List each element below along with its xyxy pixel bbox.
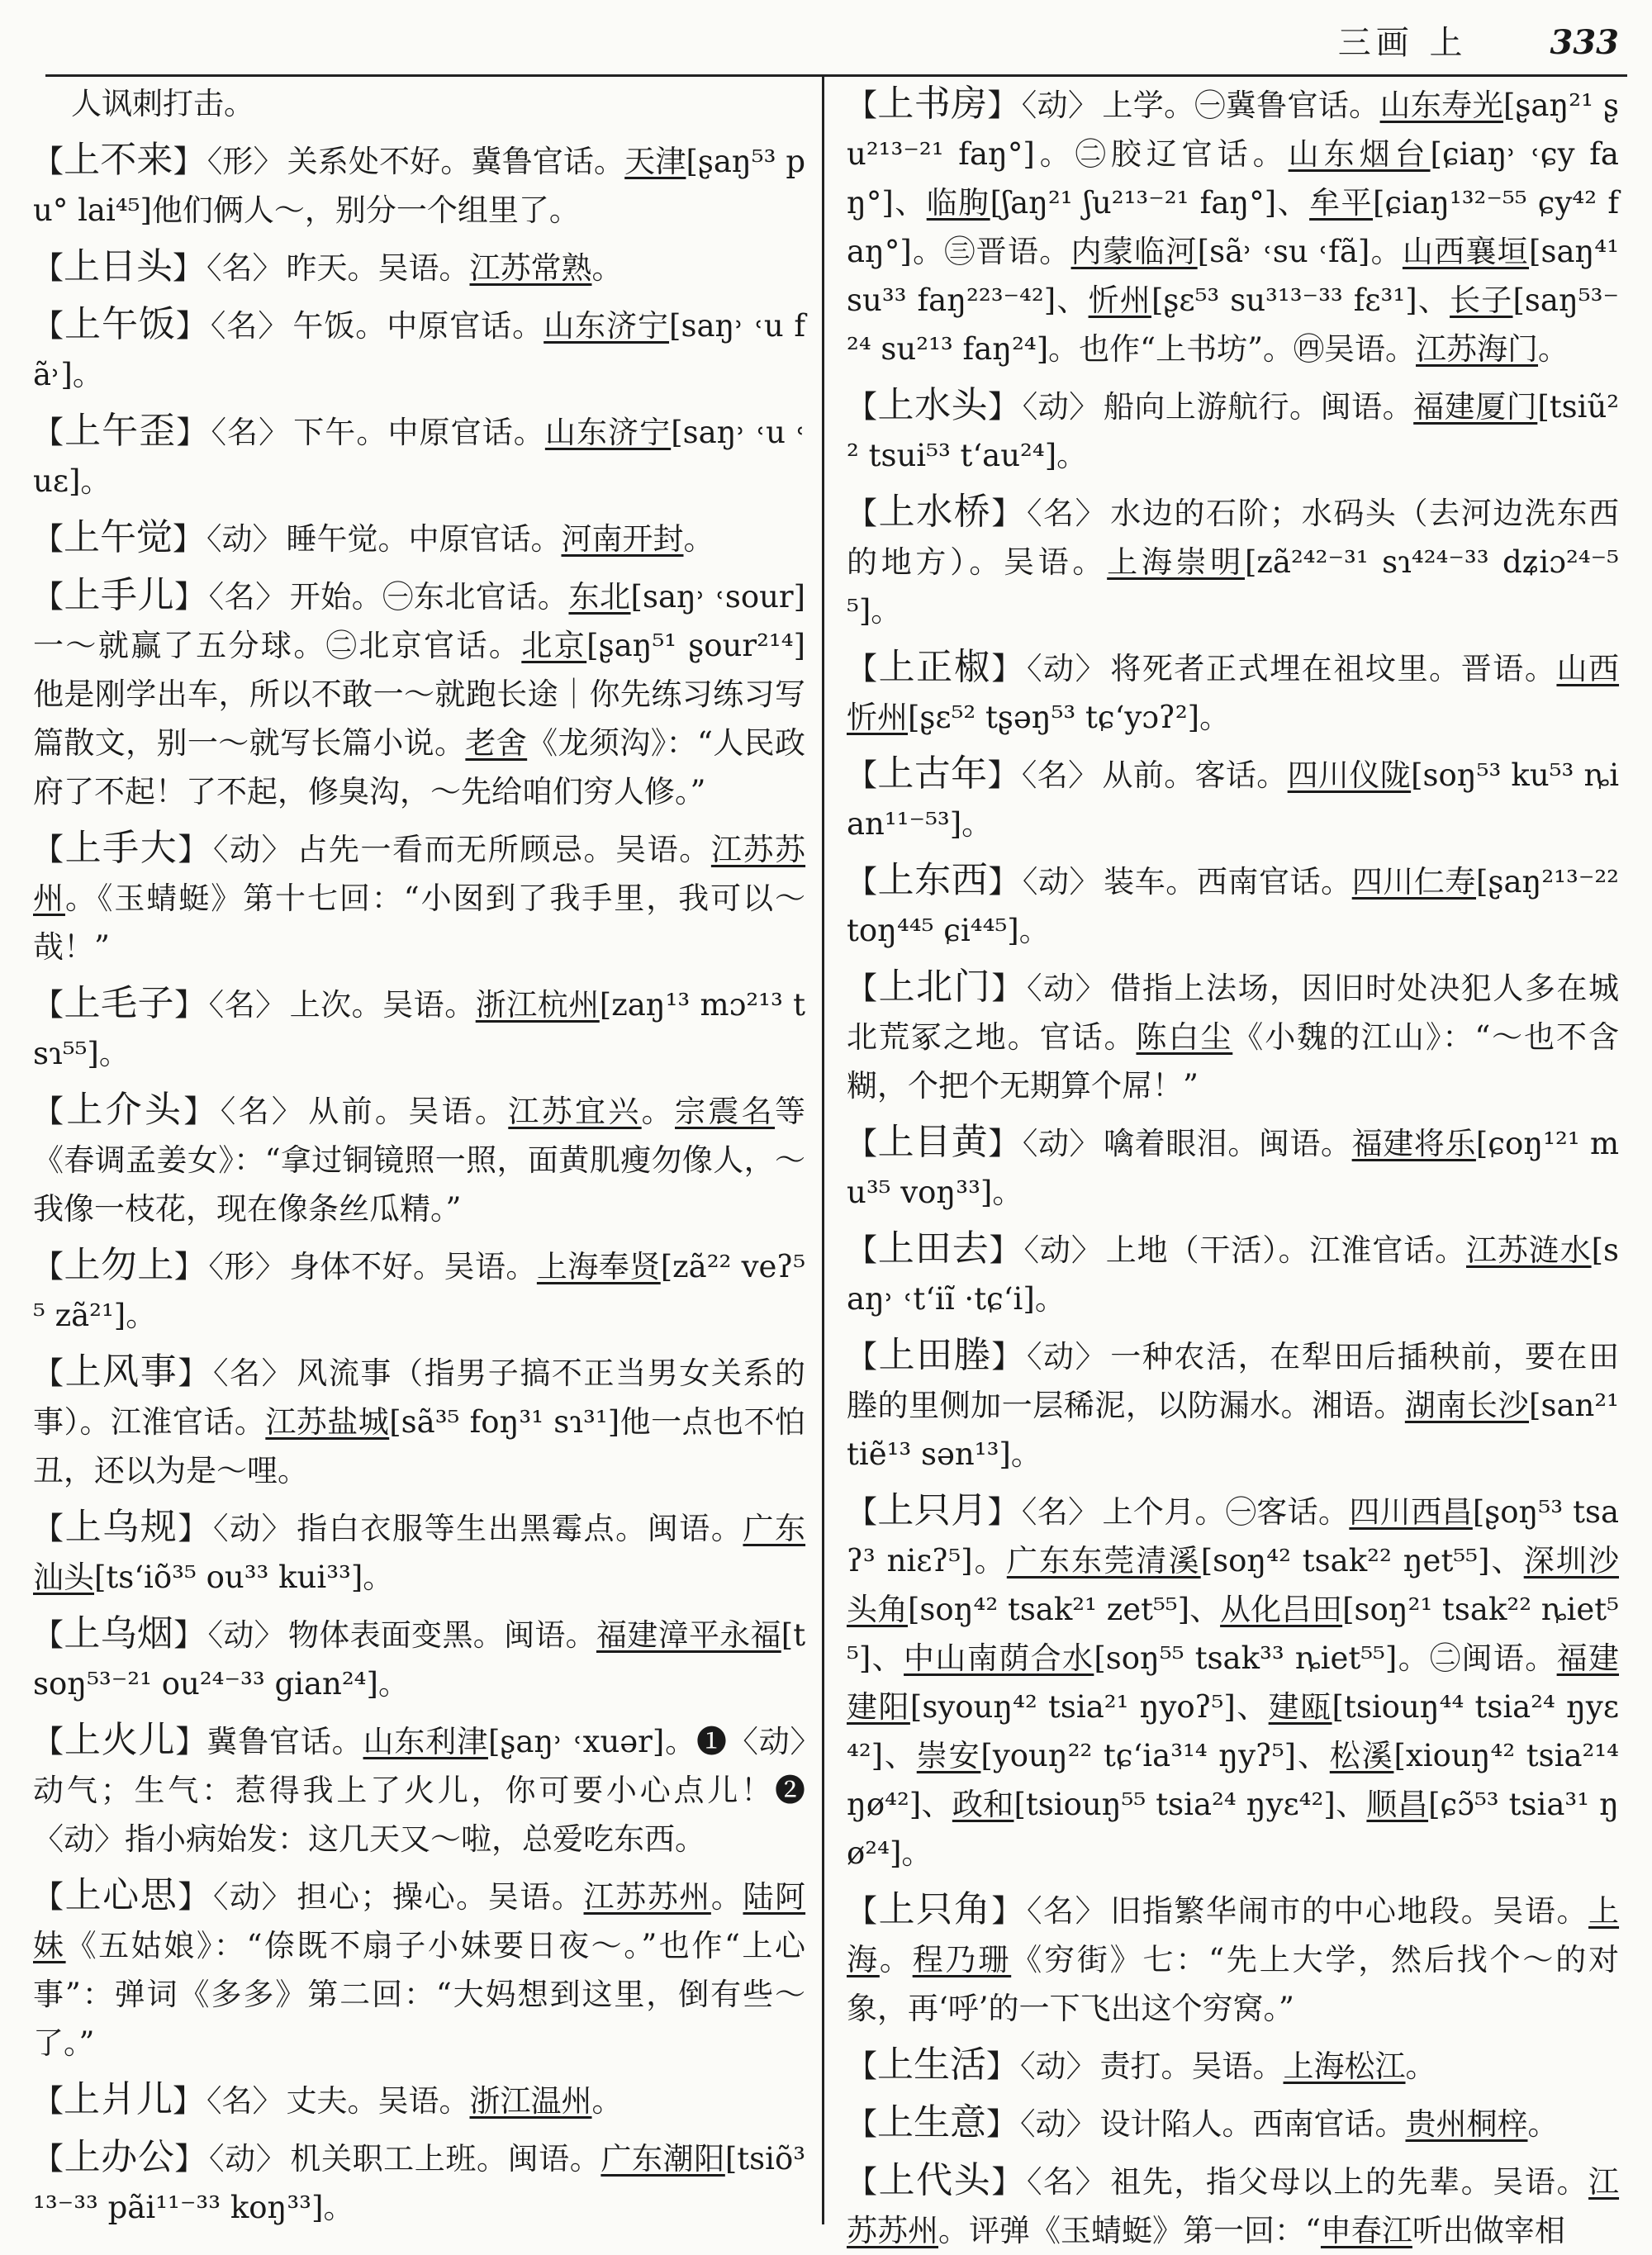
part-of-speech-label: 名 [224, 987, 256, 1023]
definition-text: 开始。㊀东北官话。 [289, 579, 569, 615]
dictionary-entry: 【上田去】 〈动〉 上地（干活）。江淮官话。江苏涟水[saŋ˒ ˓tʻiĩ ·tɕʻi]。 [847, 1227, 1620, 1317]
part-of-speech-label: 名 [1037, 1494, 1069, 1530]
entry-headword: 上田塍 [878, 1334, 992, 1376]
underlined-place-or-author: 从化吕田 [1220, 1592, 1343, 1627]
dictionary-entry: 【上日头】 〈名〉 昨天。吴语。江苏常熟。 [33, 245, 623, 287]
underlined-place-or-author: 上海崇明 [1107, 544, 1245, 580]
definition-text: [zaŋ¹³ mɔ²¹³ tsɿ⁵⁵]。 [33, 987, 805, 1071]
part-of-speech-label: 名 [224, 579, 256, 615]
entry-headword: 上风事 [64, 1351, 178, 1393]
part-of-speech-label: 动 [1043, 971, 1075, 1006]
dictionary-entry: 【上午歪】 〈名〉 下午。中原官话。山东济宁[saŋ˒ ˓u ˓uɛ]。 [33, 410, 806, 499]
entry-headword: 上生意 [877, 2101, 986, 2143]
underlined-place-or-author: 福建厦门 [1413, 389, 1538, 425]
underlined-place-or-author: 建瓯 [1268, 1689, 1332, 1725]
definition-text: 指白衣服等生出黑霉点。闽语。 [297, 1511, 743, 1546]
dictionary-entry: 【上目黄】 〈动〉 噙着眼泪。闽语。福建将乐[ɕoŋ¹²¹ mu³⁵ voŋ³³]。 [847, 1121, 1620, 1210]
dictionary-entry: 【上午觉】 〈动〉 睡午觉。中原官话。河南开封。 [33, 516, 714, 558]
dictionary-entry: 【上介头】 〈名〉 从前。吴语。江苏宜兴。宗震名等《春调孟姜女》：“拿过铜镜照一照，面黄肌瘦勿像人，～我像一枝花，现在像条丝瓜精。” [33, 1089, 806, 1227]
definition-text: 设计陷人。西南官话。 [1099, 2106, 1406, 2142]
definition-text: [saŋ˒ ˓sour] 一～就赢了五分球。㊁北京官话。 [33, 579, 806, 663]
part-of-speech: 〈名〉 [1021, 1494, 1099, 1530]
underlined-place-or-author: 江苏涟水 [1466, 1232, 1592, 1268]
underlined-place-or-author: 山东寿光 [1379, 88, 1503, 123]
definition-text: 物体表面变黑。闽语。 [287, 1617, 596, 1653]
underlined-place-or-author: 程乃珊 [912, 1942, 1012, 1977]
underlined-place-or-author: 江苏盐城 [265, 1404, 390, 1440]
underlined-place-or-author: 深圳沙头角 [847, 1543, 1619, 1627]
definition-text: 。 [1405, 2048, 1436, 2084]
definition-text: 《穷街》七：“先上大学，然后找个～的对象，再‘呼’的一下飞出这个穷窝。” [847, 1942, 1620, 2026]
part-of-speech-label: 动 [1037, 1126, 1070, 1161]
underlined-place-or-author: 福建将乐 [1351, 1126, 1476, 1161]
definition-text: 下午。中原官话。 [293, 415, 545, 450]
definition-text: 等《春调孟姜女》：“拿过铜镜照一照，面黄肌瘦勿像人，～我像一枝花，现在像条丝瓜精。” [33, 1094, 806, 1227]
underlined-place-or-author: 山东烟台 [1288, 136, 1431, 172]
dictionary-entry: 【上毛子】 〈名〉 上次。吴语。浙江杭州[zaŋ¹³ mɔ²¹³ tsɿ⁵⁵]。 [33, 982, 805, 1071]
part-of-speech-label: 动 [1035, 2048, 1066, 2084]
part-of-speech-label: 动 [1035, 2106, 1066, 2142]
part-of-speech-label: 动 [225, 2141, 256, 2177]
entry-headword: 上勿上 [64, 1244, 174, 1286]
part-of-speech-label: 动 [1037, 88, 1068, 123]
definition-text: 。 [683, 521, 714, 557]
entry-headword: 上古年 [877, 752, 988, 795]
entry-headword: 上不来 [64, 139, 173, 181]
definition-text: 昨天。吴语。 [286, 250, 470, 286]
definition-text: 。《玉蜻蜓》第十七回：“小囡到了我手里，我可以～哉！” [33, 881, 806, 965]
underlined-place-or-author: 上海奉贤 [536, 1249, 661, 1284]
definition-text: 。 [591, 250, 623, 286]
part-of-speech-label: 动 [230, 1879, 262, 1915]
part-of-speech-label: 动 [230, 1511, 262, 1546]
dictionary-entry: 【上手儿】 〈名〉 开始。㊀东北官话。东北[saŋ˒ ˓sour] 一～就赢了五分球。㊁北京官话。北京[ʂaŋ⁵¹ ʂour²¹⁴] 他是刚学出车，所以不敢一～就跑长途｜你先练习练习写篇散文，别一～就写长篇小说。老舍《龙须沟》：“人民政府了不起！了不起，修臭沟，～先给咱们穷人修。” [33, 574, 806, 809]
definition-text: 船向上游航行。闽语。 [1103, 389, 1414, 425]
definition-text: [ʂaŋ˒ ˓xuər]。❶〈动〉动气；生气：惹得我上了火儿，你可要小心点儿！❷〈动〉指小病始发：这几天又～啦，总爱吃东西。 [33, 1724, 806, 1857]
part-of-speech-label: 动 [1043, 1339, 1075, 1374]
part-of-speech: 〈名〉 [212, 1355, 294, 1391]
entry-headword: 上日头 [64, 245, 173, 287]
part-of-speech: 〈动〉 [1026, 651, 1108, 686]
part-of-speech: 〈名〉 [208, 987, 287, 1023]
entry-headword: 上爿儿 [64, 2078, 173, 2120]
definition-text: [sã˒ ˓su ˓fã]。 [1197, 234, 1403, 269]
entry-headword: 上毛子 [64, 982, 175, 1024]
dictionary-entry: 【上东西】 〈动〉 装车。西南官话。四川仁寿[ʂaŋ²¹³⁻²² toŋ⁴⁴⁵ ɕi⁴⁴⁵]。 [847, 859, 1620, 948]
part-of-speech: 〈动〉 [212, 1879, 294, 1915]
definition-text: [ʂaŋ²¹³⁻²² toŋ⁴⁴⁵ ɕi⁴⁴⁵]。 [847, 864, 1620, 948]
entry-headword: 上代头 [878, 2159, 992, 2201]
underlined-place-or-author: 江苏常熟 [469, 250, 592, 286]
dictionary-entry: 【上只月】 〈名〉 上个月。㊀客话。四川西昌[ʂoŋ⁵³ tsaʔ³ niɛʔ⁵]。广东东莞清溪[soŋ⁴² tsak²² ŋet⁵⁵]、深圳沙头角[soŋ⁴² tsak²¹ zet⁵⁵]、从化吕田[soŋ²¹ tsak²² ȵiet⁵⁵]、中山南荫合水[soŋ⁵⁵ tsak³³ ȵiet⁵⁵]。㊁闽语。福建建阳[syouŋ⁴² tsia²¹ ŋyoʔ⁵]、建瓯[tsiouŋ⁴⁴ tsia²⁴ ŋyɛ⁴²]、崇安[youŋ²² tɕʻia³¹⁴ ŋyʔ⁵]、松溪[xiouŋ⁴² tsia²¹⁴ ŋø⁴²]、政和[tsiouŋ⁵⁵ tsia²⁴ ŋyɛ⁴²]、顺昌[ɕɔ̃⁵³ tsia³¹ ŋø²⁴]。 [847, 1489, 1620, 1871]
underlined-place-or-author: 江苏海门 [1416, 331, 1539, 367]
underlined-place-or-author: 福建漳平永福 [596, 1617, 781, 1653]
definition-text: [ɕiaŋ˒ ˓ɕy faŋ°]、 [847, 136, 1619, 221]
entry-headword: 上介头 [66, 1089, 184, 1131]
part-of-speech-label: 动 [223, 1617, 254, 1653]
definition-text: 从前。吴语。 [308, 1094, 509, 1129]
part-of-speech: 〈名〉 [208, 579, 287, 615]
definition-text: 午饭。中原官话。 [292, 308, 544, 344]
entry-headword: 上水头 [877, 384, 989, 426]
definition-text: [tsoŋ⁵³⁻²¹ ou²⁴⁻³³ gian²⁴]。 [33, 1617, 806, 1702]
part-of-speech-label: 名 [1043, 496, 1075, 531]
definition-text: [tsiouŋ⁴⁴ tsia²⁴ ŋyɛ⁴²]、 [847, 1689, 1619, 1773]
page-number: 333 [1550, 23, 1619, 62]
part-of-speech: 〈名〉 [220, 1094, 306, 1129]
part-of-speech: 〈动〉 [1026, 971, 1108, 1006]
entry-headword: 上办公 [64, 2136, 175, 2178]
underlined-place-or-author: 浙江杭州 [475, 987, 600, 1023]
definition-text: [ɕɔ̃⁵³ tsia³¹ ŋø²⁴]。 [847, 1787, 1620, 1871]
definition-text: [zã²⁴²⁻³¹ sɿ⁴²⁴⁻³³ dʑiɔ²⁴⁻⁵⁵]。 [847, 544, 1620, 629]
underlined-place-or-author: 江苏宜兴 [508, 1094, 642, 1129]
underlined-place-or-author: 江苏苏州 [33, 832, 806, 916]
definition-text: [ʂaŋ⁵¹ ʂour²¹⁴] 他是刚学出车，所以不敢一～就跑长途｜你先练习练习写篇散文，别一～就写长篇小说。 [33, 628, 806, 761]
definition-text: [ʂɛ⁵² tʂəŋ⁵³ tɕʻyɔʔ²]。 [908, 700, 1231, 735]
definition-text: 一种农活，在犁田后插秧前，要在田塍的里侧加一层稀泥，以防漏水。湘语。 [847, 1339, 1620, 1423]
part-of-speech: 〈动〉 [207, 1617, 285, 1653]
part-of-speech: 〈动〉 [209, 2141, 287, 2177]
entry-headword: 上午饭 [64, 303, 176, 345]
dictionary-entry: 【上手大】 〈动〉 占先一看而无所顾忌。吴语。江苏苏州。《玉蜻蜓》第十七回：“小囡到了我手里，我可以～哉！” [33, 827, 806, 965]
definition-text: [saŋ˒ ˓tʻiĩ ·tɕʻi]。 [847, 1232, 1620, 1317]
definition-text: 。 [879, 1942, 913, 1977]
entry-headword: 上只月 [877, 1489, 988, 1531]
definition-text: 借指上法场，因旧时处决犯人多在城北荒冢之地。官话。 [847, 971, 1620, 1055]
definition-text: [saŋ˒ ˓u fã˒]。 [33, 308, 806, 392]
entry-headword: 上火儿 [64, 1719, 176, 1761]
dictionary-entry: 【上心思】 〈动〉 担心；操心。吴语。江苏苏州。陆阿妹《五姑娘》：“倷既不扇子小妹要日夜～。”也作“上心事”：弹词《多多》第二回：“大妈想到这里，倒有些～了。” [33, 1874, 806, 2061]
definition-text: [ʂɛ⁵³ su³¹³⁻³³ fɛ³¹]、 [1151, 282, 1450, 318]
definition-text: 上地（干活）。江淮官话。 [1105, 1232, 1467, 1268]
dictionary-entry: 【上书房】 〈动〉 上学。㊀冀鲁官话。山东寿光[ʂaŋ²¹ ʂu²¹³⁻²¹ faŋ°]。㊁胶辽官话。山东烟台[ɕiaŋ˒ ˓ɕy faŋ°]、临朐[ʃaŋ²¹ ʃu²¹³⁻²¹ faŋ°]、牟平[ɕiaŋ¹³²⁻⁵⁵ ɕy⁴² faŋ°]。㊂晋语。内蒙临河[sã˒ ˓su ˓fã]。山西襄垣[saŋ⁴¹ su³³ faŋ²²³⁻⁴²]、忻州[ʂɛ⁵³ su³¹³⁻³³ fɛ³¹]、长子[saŋ⁵³⁻²⁴ su²¹³ faŋ²⁴]。也作“上书坊”。㊃吴语。江苏海门。 [847, 83, 1620, 367]
definition-text: 风流事（指男子搞不正当男女关系的事）。江淮官话。 [33, 1355, 806, 1440]
definition-text: [syouŋ⁴² tsia²¹ ŋyoʔ⁵]、 [909, 1689, 1269, 1725]
underlined-place-or-author: 广东潮阳 [601, 2141, 725, 2177]
definition-text: 上次。吴语。 [289, 987, 476, 1023]
dictionary-entry: 【上午饭】 〈名〉 午饭。中原官话。山东济宁[saŋ˒ ˓u fã˒]。 [33, 303, 806, 392]
dictionary-entry: 【上水桥】 〈名〉 水边的石阶；水码头（去河边洗东西的地方）。吴语。上海崇明[zã²⁴²⁻³¹ sɿ⁴²⁴⁻³³ dʑiɔ²⁴⁻⁵⁵]。 [847, 491, 1620, 629]
part-of-speech: 〈形〉 [206, 144, 284, 179]
definition-text: 将死者正式埋在祖坟里。晋语。 [1110, 651, 1557, 686]
dictionary-entry: 【上火儿】冀鲁官话。山东利津[ʂaŋ˒ ˓xuər]。❶〈动〉动气；生气：惹得我上了火儿，你可要小心点儿！❷〈动〉指小病始发：这几天又～啦，总爱吃东西。 [33, 1719, 806, 1857]
entry-headword: 上只角 [878, 1888, 992, 1930]
underlined-place-or-author: 山西忻州 [847, 651, 1620, 735]
part-of-speech-label: 名 [238, 1094, 272, 1129]
part-of-speech-label: 动 [1037, 864, 1070, 900]
part-of-speech-label: 形 [224, 1249, 255, 1284]
definition-text: [soŋ⁴² tsak²¹ zet⁵⁵]、 [908, 1592, 1221, 1627]
column-divider [822, 77, 824, 2224]
dictionary-entry: 【上只角】 〈名〉 旧指繁华闹市的中心地段。吴语。上海。程乃珊《穷街》七：“先上大学，然后找个～的对象，再‘呼’的一下飞出这个穷窝。” [847, 1888, 1620, 2026]
underlined-place-or-author: 老舍 [465, 725, 528, 761]
dictionary-entry: 【上水头】 〈动〉 船向上游航行。闽语。福建厦门[tsiũ²² tsui⁵³ tʻau²⁴]。 [847, 384, 1620, 473]
part-of-speech: 〈动〉 [1022, 864, 1101, 900]
definition-text: [saŋ˒ ˓u ˓uɛ]。 [33, 415, 806, 499]
definition-text: 关系处不好。冀鲁官话。 [287, 144, 625, 179]
definition-text: 。 [1527, 2106, 1559, 2142]
definition-text: [saŋ⁵³⁻²⁴ su²¹³ faŋ²⁴]。也作“上书坊”。㊃吴语。 [847, 282, 1620, 367]
definition-text: [saŋ⁴¹ su³³ faŋ²²³⁻⁴²]、 [847, 234, 1620, 318]
definition-text: [ʂaŋ²¹ ʂu²¹³⁻²¹ faŋ°]。㊁胶辽官话。 [847, 88, 1620, 172]
definition-text: 。 [641, 1094, 676, 1129]
page-header [0, 18, 1619, 68]
section-label: 三画 上 [1337, 24, 1468, 62]
definition-text: 占先一看而无所顾忌。吴语。 [297, 832, 711, 867]
entry-headword: 上北门 [878, 966, 992, 1008]
underlined-place-or-author: 贵州桐梓 [1405, 2106, 1528, 2142]
definition-text: 。评弹《玉蜻蜓》第一回：“ [938, 2213, 1321, 2248]
part-of-speech-label: 名 [227, 415, 259, 450]
part-of-speech: 〈动〉 [1020, 2048, 1097, 2084]
definition-text: 冀鲁官话。 [206, 1724, 363, 1759]
dictionary-entry: 【上风事】 〈名〉 风流事（指男子搞不正当男女关系的事）。江淮官话。江苏盐城[sã³⁵ foŋ³¹ sɿ³¹]他一点也不怕丑，还以为是～哩。 [33, 1351, 806, 1488]
part-of-speech: 〈形〉 [208, 1249, 287, 1284]
underlined-place-or-author: 北京 [521, 628, 587, 663]
underlined-place-or-author: 牟平 [1309, 185, 1374, 221]
definition-text: 机关职工上班。闽语。 [290, 2141, 601, 2177]
part-of-speech: 〈动〉 [1022, 389, 1100, 425]
definition-text: [youŋ²² tɕʻia³¹⁴ ŋyʔ⁵]、 [980, 1738, 1330, 1773]
right-column [847, 79, 1620, 2248]
entry-headword: 上手大 [64, 827, 178, 869]
part-of-speech: 〈名〉 [1026, 1893, 1108, 1929]
part-of-speech: 〈动〉 [212, 1511, 294, 1546]
underlined-place-or-author: 江苏苏州 [583, 1879, 711, 1915]
entry-headword: 上心思 [64, 1874, 178, 1916]
definition-text: 责打。吴语。 [1099, 2048, 1284, 2084]
dictionary-entry: 【上办公】 〈动〉 机关职工上班。闽语。广东潮阳[tsiõ³¹³⁻³³ pãi¹¹⁻³³ koŋ³³]。 [33, 2136, 806, 2225]
part-of-speech: 〈动〉 [212, 832, 294, 867]
header-rule [45, 74, 1627, 77]
underlined-place-or-author: 河南开封 [561, 521, 684, 557]
entry-headword: 上午歪 [64, 410, 177, 452]
definition-text: [ɕiaŋ¹³²⁻⁵⁵ ɕy⁴² faŋ°]。㊂晋语。 [847, 185, 1620, 269]
underlined-place-or-author: 申春江 [1320, 2213, 1412, 2248]
definition-text: 。 [591, 2083, 623, 2119]
dictionary-entry: 【上正椒】 〈动〉 将死者正式埋在祖坟里。晋语。山西忻州[ʂɛ⁵² tʂəŋ⁵³ tɕʻyɔʔ²]。 [847, 646, 1620, 735]
underlined-place-or-author: 山西襄垣 [1402, 234, 1530, 269]
definition-text: [soŋ⁴² tsak²² ŋet⁵⁵]、 [1200, 1543, 1524, 1578]
part-of-speech: 〈名〉 [211, 415, 291, 450]
part-of-speech-label: 动 [1043, 651, 1075, 686]
entry-headword: 上目黄 [877, 1121, 989, 1163]
dictionary-entry: 【上勿上】 〈形〉 身体不好。吴语。上海奉贤[zã²² veʔ⁵⁵ zã²¹]。 [33, 1244, 806, 1333]
entry-headword: 上东西 [877, 859, 989, 901]
underlined-place-or-author: 长子 [1450, 282, 1513, 318]
definition-text: 从前。客话。 [1102, 757, 1288, 793]
part-of-speech: 〈动〉 [1023, 1232, 1103, 1268]
dictionary-entry: 【上生意】 〈动〉 设计陷人。西南官话。贵州桐梓。 [847, 2101, 1559, 2143]
definition-text: 上个月。㊀客话。 [1102, 1494, 1350, 1530]
underlined-place-or-author: 中山南荫合水 [904, 1640, 1094, 1676]
underlined-place-or-author: 内蒙临河 [1070, 234, 1198, 269]
underlined-place-or-author: 福建建阳 [847, 1640, 1620, 1725]
dictionary-entry: 【上乌烟】 〈动〉 物体表面变黑。闽语。福建漳平永福[tsoŋ⁵³⁻²¹ ou²⁴⁻³³ gian²⁴]。 [33, 1612, 806, 1702]
part-of-speech: 〈动〉 [1021, 88, 1099, 123]
dictionary-entry: 【上古年】 〈名〉 从前。客话。四川仪陇[soŋ⁵³ ku⁵³ ȵian¹¹⁻⁵³]。 [847, 752, 1620, 842]
entry-headword: 上水桥 [878, 491, 992, 533]
part-of-speech-label: 名 [226, 308, 259, 344]
underlined-place-or-author: 江苏苏州 [847, 2164, 1620, 2248]
definition-text: 装车。西南官话。 [1104, 864, 1352, 900]
definition-text: [tsiõ³¹³⁻³³ pãi¹¹⁻³³ koŋ³³]。 [33, 2141, 806, 2225]
underlined-place-or-author: 四川仪陇 [1287, 757, 1412, 793]
part-of-speech: 〈名〉 [210, 308, 290, 344]
underlined-place-or-author: 天津 [624, 144, 686, 179]
definition-text: 旧指繁华闹市的中心地段。吴语。 [1110, 1893, 1589, 1929]
underlined-place-or-author: 山东济宁 [544, 308, 670, 344]
dictionary-entry: 【上乌规】 〈动〉 指白衣服等生出黑霉点。闽语。广东汕头[tsʻiõ³⁵ ou³³ kui³³]。 [33, 1506, 806, 1595]
definition-text: [ʃaŋ²¹ ʃu²¹³⁻²¹ faŋ°]、 [990, 185, 1310, 221]
part-of-speech: 〈名〉 [1026, 2164, 1108, 2200]
entry-headword: 上书房 [877, 83, 988, 125]
definition-text: [sã³⁵ foŋ³¹ sɿ³¹]他一点也不怕丑，还以为是～哩。 [33, 1404, 805, 1488]
definition-text: [tsiouŋ⁵⁵ tsia²⁴ ŋyɛ⁴²]、 [1014, 1787, 1367, 1822]
definition-text: [xiouŋ⁴² tsia²¹⁴ ŋø⁴²]、 [847, 1738, 1620, 1822]
part-of-speech-label: 动 [1039, 1232, 1071, 1268]
part-of-speech-label: 动 [221, 521, 253, 557]
part-of-speech: 〈名〉 [206, 2083, 283, 2119]
dictionary-entry: 【上爿儿】 〈名〉 丈夫。吴语。浙江温州。 [33, 2078, 623, 2120]
underlined-place-or-author: 顺昌 [1366, 1787, 1429, 1822]
part-of-speech: 〈名〉 [206, 250, 283, 286]
part-of-speech-label: 形 [222, 144, 254, 179]
underlined-place-or-author: 山东利津 [363, 1724, 488, 1759]
definition-text: 听出做宰相 [1412, 2213, 1565, 2248]
part-of-speech: 〈动〉 [1020, 2106, 1097, 2142]
definition-text: 《小魏的江山》：“～也不含糊，个把个无期算个屌！” [847, 1019, 1620, 1104]
underlined-place-or-author: 东北 [568, 579, 631, 615]
underlined-place-or-author: 湖南长沙 [1404, 1388, 1530, 1423]
definition-text: [ʂaŋ⁵³ pu° lai⁴⁵]他们俩人～，别分一个组里了。 [33, 144, 805, 228]
definition-text: 上学。㊀冀鲁官话。 [1102, 88, 1380, 123]
definition-text: 噙着眼泪。闽语。 [1104, 1126, 1352, 1161]
definition-text: [tsiũ²² tsui⁵³ tʻau²⁴]。 [847, 389, 1620, 473]
definition-text: [soŋ²¹ tsak²² ȵiet⁵⁵]、 [847, 1592, 1619, 1676]
definition-text: [ʂoŋ⁵³ tsaʔ³ niɛʔ⁵]。 [847, 1494, 1620, 1578]
underlined-place-or-author: 山东济宁 [544, 415, 672, 450]
definition-text: [zã²² veʔ⁵⁵ zã²¹]。 [33, 1249, 806, 1333]
definition-text: 睡午觉。中原官话。 [286, 521, 562, 557]
definition-text: [san²¹ tiẽ¹³ sən¹³]。 [847, 1388, 1620, 1472]
part-of-speech-label: 名 [1043, 1893, 1075, 1929]
definition-text: [soŋ⁵³ ku⁵³ ȵian¹¹⁻⁵³]。 [847, 757, 1620, 842]
dictionary-entry [33, 79, 805, 128]
dictionary-entry: 【上不来】 〈形〉 关系处不好。冀鲁官话。天津[ʂaŋ⁵³ pu° lai⁴⁵]他们俩人～，别分一个组里了。 [33, 139, 805, 228]
part-of-speech-label: 名 [221, 250, 253, 286]
underlined-place-or-author: 上海 [847, 1893, 1620, 1977]
part-of-speech: 〈动〉 [1026, 1339, 1108, 1374]
part-of-speech-label: 名 [1043, 2164, 1075, 2200]
part-of-speech-label: 名 [1037, 757, 1069, 793]
underlined-place-or-author: 浙江温州 [469, 2083, 592, 2119]
part-of-speech-label: 名 [230, 1355, 262, 1391]
underlined-place-or-author: 陆阿妹 [33, 1879, 806, 1963]
underlined-place-or-author: 崇安 [916, 1738, 981, 1773]
part-of-speech-label: 动 [230, 832, 262, 867]
definition-text: 水边的石阶；水码头（去河边洗东西的地方）。吴语。 [847, 496, 1620, 580]
underlined-place-or-author: 四川仁寿 [1351, 864, 1477, 900]
dictionary-entry: 【上北门】 〈动〉 借指上法场，因旧时处决犯人多在城北荒冢之地。官话。陈白尘《小魏的江山》：“～也不含糊，个把个无期算个屌！” [847, 966, 1620, 1104]
part-of-speech-label: 动 [1037, 389, 1070, 425]
entry-headword: 上午觉 [64, 516, 173, 558]
entry-headword: 上正椒 [878, 646, 992, 688]
underlined-place-or-author: 四川西昌 [1349, 1494, 1473, 1530]
definition-text: 身体不好。吴语。 [289, 1249, 537, 1284]
definition-text: [ɕoŋ¹²¹ mu³⁵ voŋ³³]。 [847, 1126, 1620, 1210]
entry-headword: 上田去 [877, 1227, 990, 1270]
definition-text: 《五姑娘》：“倷既不扇子小妹要日夜～。”也作“上心事”：弹词《多多》第二回：“大妈想到这里，倒有些～了。” [33, 1928, 806, 2061]
definition-text: [soŋ⁵⁵ tsak³³ ȵiet⁵⁵]。㊁闽语。 [1094, 1640, 1557, 1676]
definition-text: 担心；操心。吴语。 [297, 1879, 584, 1915]
dictionary-entry: 【上生活】 〈动〉 责打。吴语。上海松江。 [847, 2044, 1436, 2086]
underlined-place-or-author: 上海松江 [1283, 2048, 1406, 2084]
entry-headword: 上乌规 [64, 1506, 178, 1548]
definition-text: 《龙须沟》：“人民政府了不起！了不起，修臭沟，～先给咱们穷人修。” [33, 725, 806, 809]
definition-text: 。 [710, 1879, 743, 1915]
part-of-speech-label: 名 [221, 2083, 253, 2119]
dictionary-entry: 【上田塍】 〈动〉 一种农活，在犁田后插秧前，要在田塍的里侧加一层稀泥，以防漏水。湘语。湖南长沙[san²¹ tiẽ¹³ sən¹³]。 [847, 1334, 1620, 1472]
dictionary-entry: 【上代头】 〈名〉 祖先，指父母以上的先辈。吴语。江苏苏州。评弹《玉蜻蜓》第一回：“申春江听出做宰相 [847, 2159, 1620, 2248]
underlined-place-or-author: 陈白尘 [1136, 1019, 1233, 1055]
definition-text: 祖先，指父母以上的先辈。吴语。 [1110, 2164, 1589, 2200]
entry-headword: 上手儿 [64, 574, 175, 616]
part-of-speech: 〈动〉 [206, 521, 283, 557]
entry-headword: 上生活 [877, 2044, 986, 2086]
underlined-place-or-author: 政和 [952, 1787, 1014, 1822]
entry-headword: 上乌烟 [64, 1612, 174, 1654]
part-of-speech: 〈名〉 [1026, 496, 1108, 531]
part-of-speech: 〈动〉 [1022, 1126, 1101, 1161]
underlined-place-or-author: 广东东莞清溪 [1006, 1543, 1201, 1578]
definition-text: 。 [1538, 331, 1569, 367]
underlined-place-or-author: 临朐 [926, 185, 990, 221]
underlined-place-or-author: 宗震名 [675, 1094, 776, 1129]
definition-text: [tsʻiõ³⁵ ou³³ kui³³]。 [94, 1560, 394, 1595]
underlined-place-or-author: 松溪 [1329, 1738, 1394, 1773]
definition-text: 丈夫。吴语。 [286, 2083, 470, 2119]
part-of-speech: 〈名〉 [1021, 757, 1099, 793]
underlined-place-or-author: 忻州 [1088, 282, 1151, 318]
underlined-place-or-author: 广东汕头 [33, 1511, 806, 1595]
left-column [33, 79, 805, 2223]
definition-text: 人讽刺打击。 [71, 86, 254, 121]
